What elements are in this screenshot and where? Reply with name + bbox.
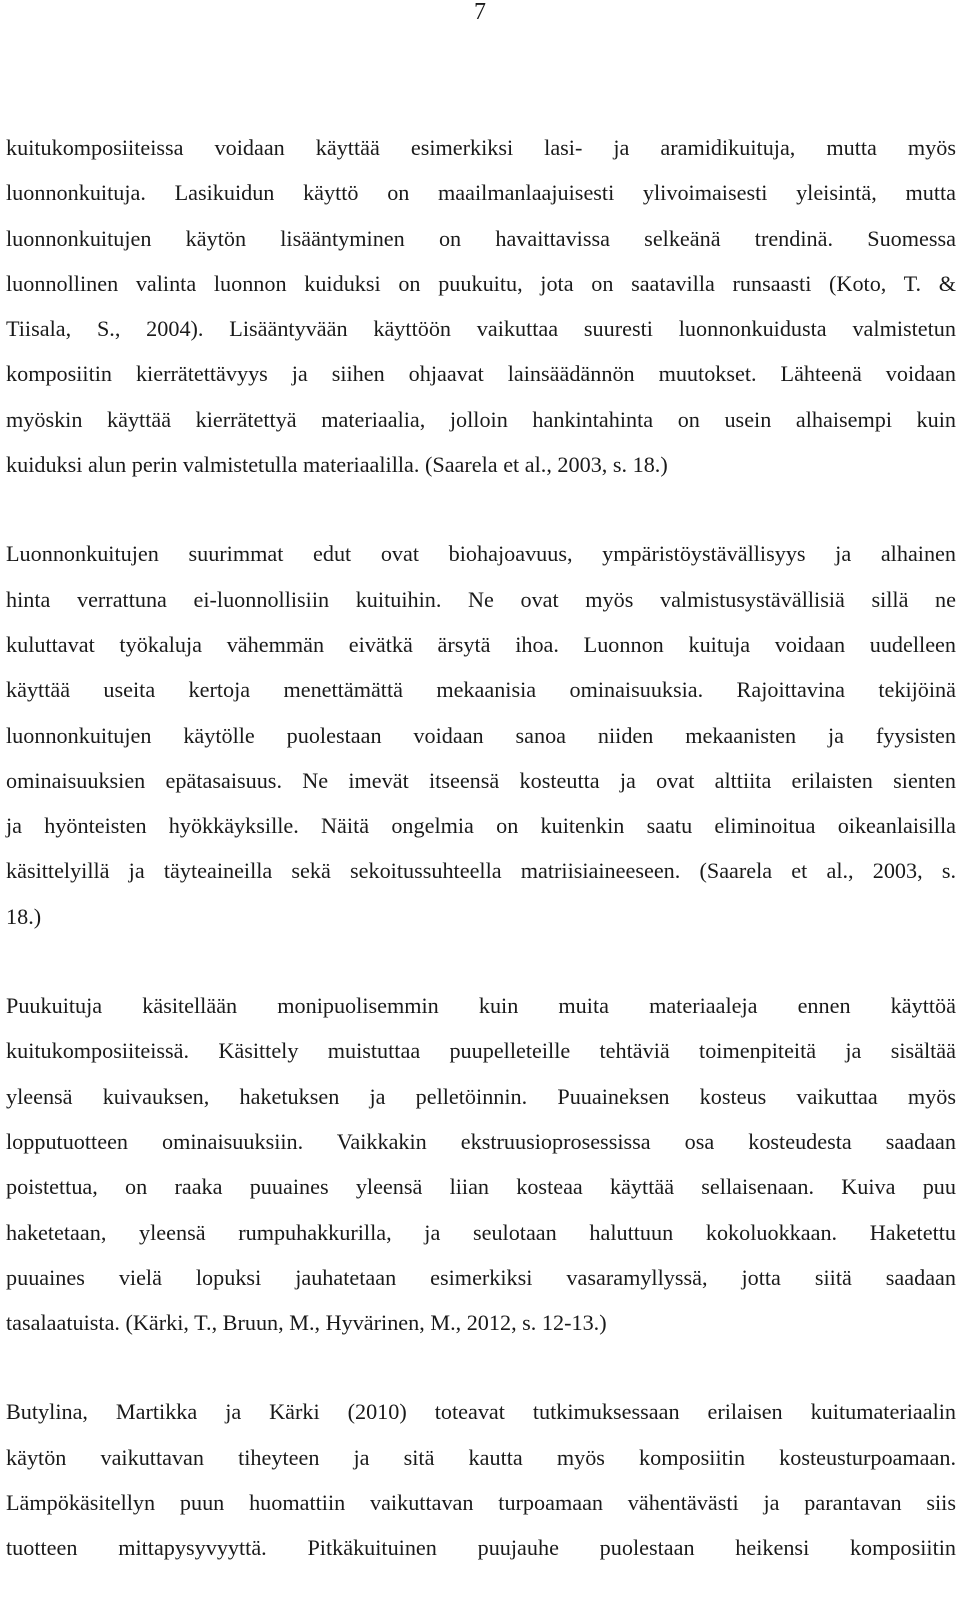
text-line: tasalaatuista. (Kärki, T., Bruun, M., Hyvärinen, M., 2012, s. 12-13.)	[6, 1310, 607, 1336]
text-line: lopputuotteen ominaisuuksiin. Vaikkakin ekstruusioprosessissa osa kosteudesta saadaan	[6, 1128, 956, 1154]
text-line: poistettua, on raaka puuaines yleensä liian kosteaa käyttää sellaisenaan. Kuiva puu	[6, 1174, 956, 1200]
text-line: ominaisuuksien epätasaisuus. Ne imevät itseensä kosteutta ja ovat alttiita erilaisten sienten	[6, 767, 956, 793]
text-line: luonnollinen valinta luonnon kuiduksi on puukuitu, jota on saatavilla runsaasti (Koto, T. &	[6, 270, 956, 296]
text-line: myöskin käyttää kierrätettyä materiaalia, jolloin hankintahinta on usein alhaisempi kuin	[6, 406, 956, 432]
text-line: puuaines vielä lopuksi jauhatetaan esimerkiksi vasaramyllyssä, jotta siitä saadaan	[6, 1264, 956, 1290]
text-line: Lämpökäsitellyn puun huomattiin vaikuttavan turpoamaan vähentävästi ja parantavan siis	[6, 1490, 956, 1516]
page-number: 7	[474, 0, 486, 25]
text-line: käyttää useita kertoja menettämättä mekaanisia ominaisuuksia. Rajoittavina tekijöinä	[6, 677, 956, 703]
text-line: Tiisala, S., 2004). Lisääntyvään käyttöön vaikuttaa suuresti luonnonkuidusta valmistetun	[6, 316, 956, 342]
text-line: hinta verrattuna ei-luonnollisiin kuituihin. Ne ovat myös valmistusystävällisiä sillä ne	[6, 586, 956, 612]
paragraph-3	[6, 983, 956, 1345]
text-line: komposiitin kierrätettävyys ja siihen ohjaavat lainsäädännön muutokset. Lähteenä voidaan	[6, 361, 956, 387]
document-body	[6, 125, 956, 1615]
text-line: luonnonkuitujen käytön lisääntyminen on havaittavissa selkeänä trendinä. Suomessa	[6, 225, 956, 251]
text-line: 18.)	[6, 903, 42, 929]
paragraph-1	[6, 125, 956, 487]
text-line: käytön vaikuttavan tiheyteen ja sitä kautta myös komposiitin kosteusturpoamaan.	[6, 1444, 956, 1470]
text-line: kuitukomposiiteissä. Käsittely muistuttaa puupelleteille tehtäviä toimenpiteitä ja sisältää	[6, 1038, 956, 1064]
text-line: Butylina, Martikka ja Kärki (2010) toteavat tutkimuksessaan erilaisen kuitumateriaalin	[6, 1399, 956, 1425]
text-line: kuitukomposiiteissa voidaan käyttää esimerkiksi lasi- ja aramidikuituja, mutta myös	[6, 135, 956, 160]
paragraph-2	[6, 531, 956, 939]
text-line: Puukuituja käsitellään monipuolisemmin kuin muita materiaaleja ennen käyttöä	[6, 993, 956, 1019]
text-line: yleensä kuivauksen, haketuksen ja pelletöinnin. Puuaineksen kosteus vaikuttaa myös	[6, 1083, 956, 1109]
text-line: kuluttavat työkaluja vähemmän eivätkä ärsytä ihoa. Luonnon kuituja voidaan uudelleen	[6, 631, 956, 657]
paragraph-4	[6, 1389, 956, 1570]
text-line: luonnonkuitujen käytölle puolestaan voidaan sanoa niiden mekaanisten ja fyysisten	[6, 722, 956, 748]
text-line: käsittelyillä ja täyteaineilla sekä sekoitussuhteella matriisiaineeseen. (Saarela et al., 2003, s.	[6, 858, 956, 884]
text-line: haketetaan, yleensä rumpuhakkurilla, ja seulotaan haluttuun kokoluokkaan. Haketettu	[6, 1219, 956, 1245]
text-line: ja hyönteisten hyökkäyksille. Näitä ongelmia on kuitenkin saatu eliminoitua oikeanlaisilla	[6, 813, 956, 839]
text-line: tuotteen mittapysyvyyttä. Pitkäkuituinen puujauhe puolestaan heikensi komposiitin	[6, 1535, 956, 1561]
text-line: Luonnonkuitujen suurimmat edut ovat biohajoavuus, ympäristöystävällisyys ja alhainen	[6, 541, 956, 567]
text-line: kuiduksi alun perin valmistetulla materiaalilla. (Saarela et al., 2003, s. 18.)	[6, 452, 668, 478]
text-line: luonnonkuituja. Lasikuidun käyttö on maailmanlaajuisesti ylivoimaisesti yleisintä, mutta	[6, 180, 956, 206]
